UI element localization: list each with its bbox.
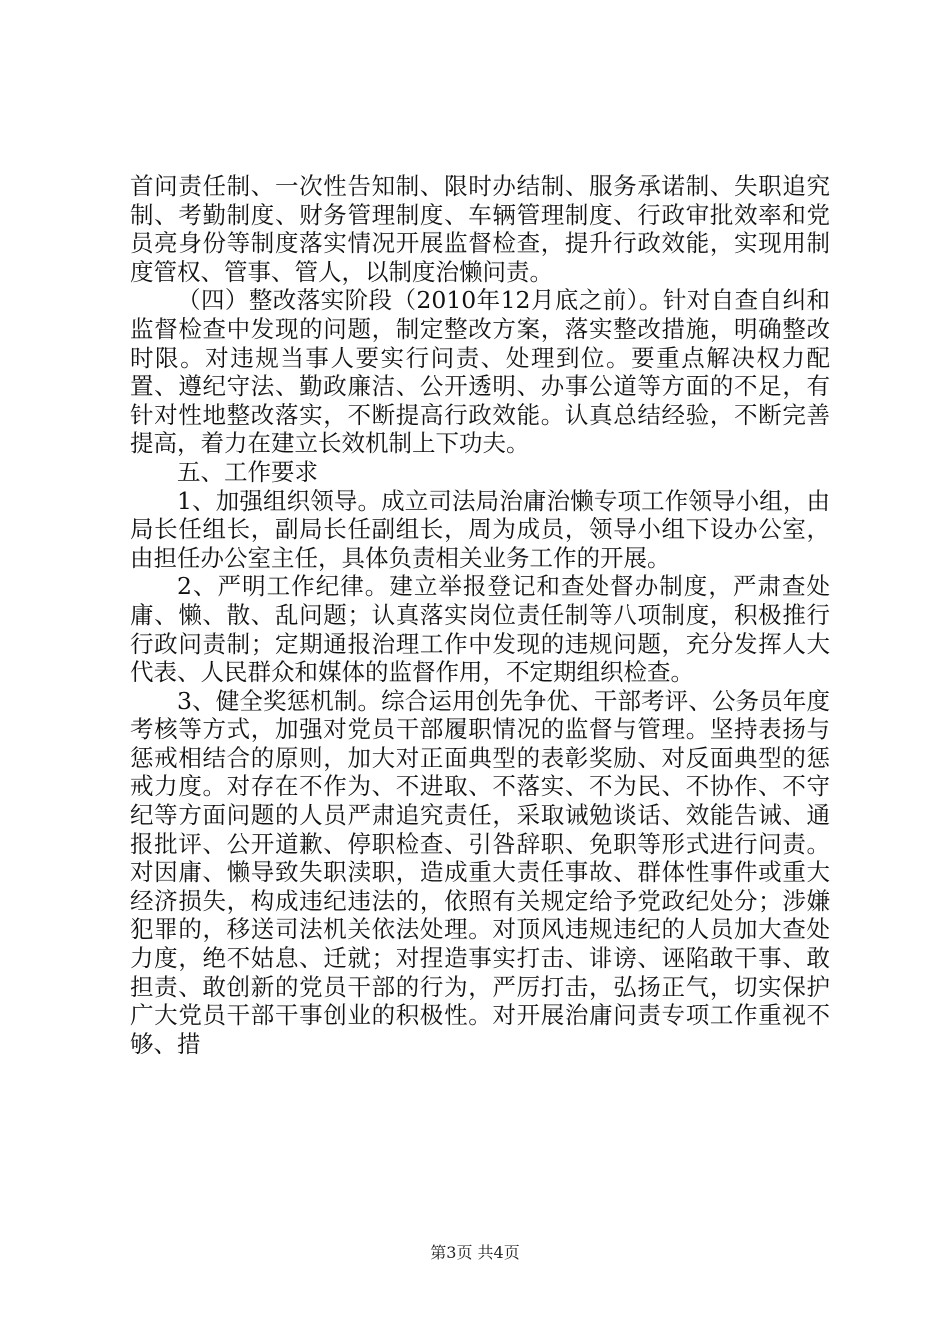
section-heading-work-requirements: 五、工作要求: [177, 457, 318, 486]
paragraph-organization-leadership: 1、加强组织领导。成立司法局治庸治懒专项工作领导小组，由局长任组长，副局长任副组长，周为成员，领导小组下设办公室，由担任办公室主任，具体负责相关业务工作的开展。: [130, 486, 830, 572]
document-body: [130, 172, 830, 1058]
paragraph-rectification-stage: （四）整改落实阶段（2010年12月底之前）。针对自查自纠和监督检查中发现的问题，制定整改方案，落实整改措施，明确整改时限。对违规当事人要实行问责、处理到位。要重点解决权力配置、遵纪守法、勤政廉洁、公开透明、办事公道等方面的不足，有针对性地整改落实，不断提高行政效能。认真总结经验，不断完善提高，着力在建立长效机制上下功夫。: [130, 286, 830, 458]
paragraph-system-supervision: 首问责任制、一次性告知制、限时办结制、服务承诺制、失职追究制、考勤制度、财务管理制度、车辆管理制度、行政审批效率和党员亮身份等制度落实情况开展监督检查，提升行政效能，实现用制度管权、管事、管人，以制度治懒问责。: [130, 172, 830, 286]
page-number-footer: 第3页 共4页: [430, 1243, 520, 1262]
paragraph-reward-punishment: 3、健全奖惩机制。综合运用创先争优、干部考评、公务员年度考核等方式，加强对党员干部履职情况的监督与管理。坚持表扬与惩戒相结合的原则，加大对正面典型的表彰奖励、对反面典型的惩戒力度。对存在不作为、不进取、不落实、不为民、不协作、不守纪等方面问题的人员严肃追究责任，采取诫勉谈话、效能告诫、通报批评、公开道歉、停职检查、引咎辞职、免职等形式进行问责。对因庸、懒导致失职渎职，造成重大责任事故、群体性事件或重大经济损失，构成违纪违法的，依照有关规定给予党政纪处分；涉嫌犯罪的，移送司法机关依法处理。对顶风违规违纪的人员加大查处力度，绝不姑息、迁就；对捏造事实打击、诽谤、诬陷敢干事、敢担责、敢创新的党员干部的行为，严厉打击，弘扬正气，切实保护广大党员干部干事创业的积极性。对开展治庸问责专项工作重视不够、措: [130, 686, 830, 1058]
paragraph-work-discipline: 2、严明工作纪律。建立举报登记和查处督办制度，严肃查处庸、懒、散、乱问题；认真落实岗位责任制等八项制度，积极推行行政问责制；定期通报治理工作中发现的违规问题，充分发挥人大代表、人民群众和媒体的监督作用，不定期组织检查。: [130, 572, 830, 687]
